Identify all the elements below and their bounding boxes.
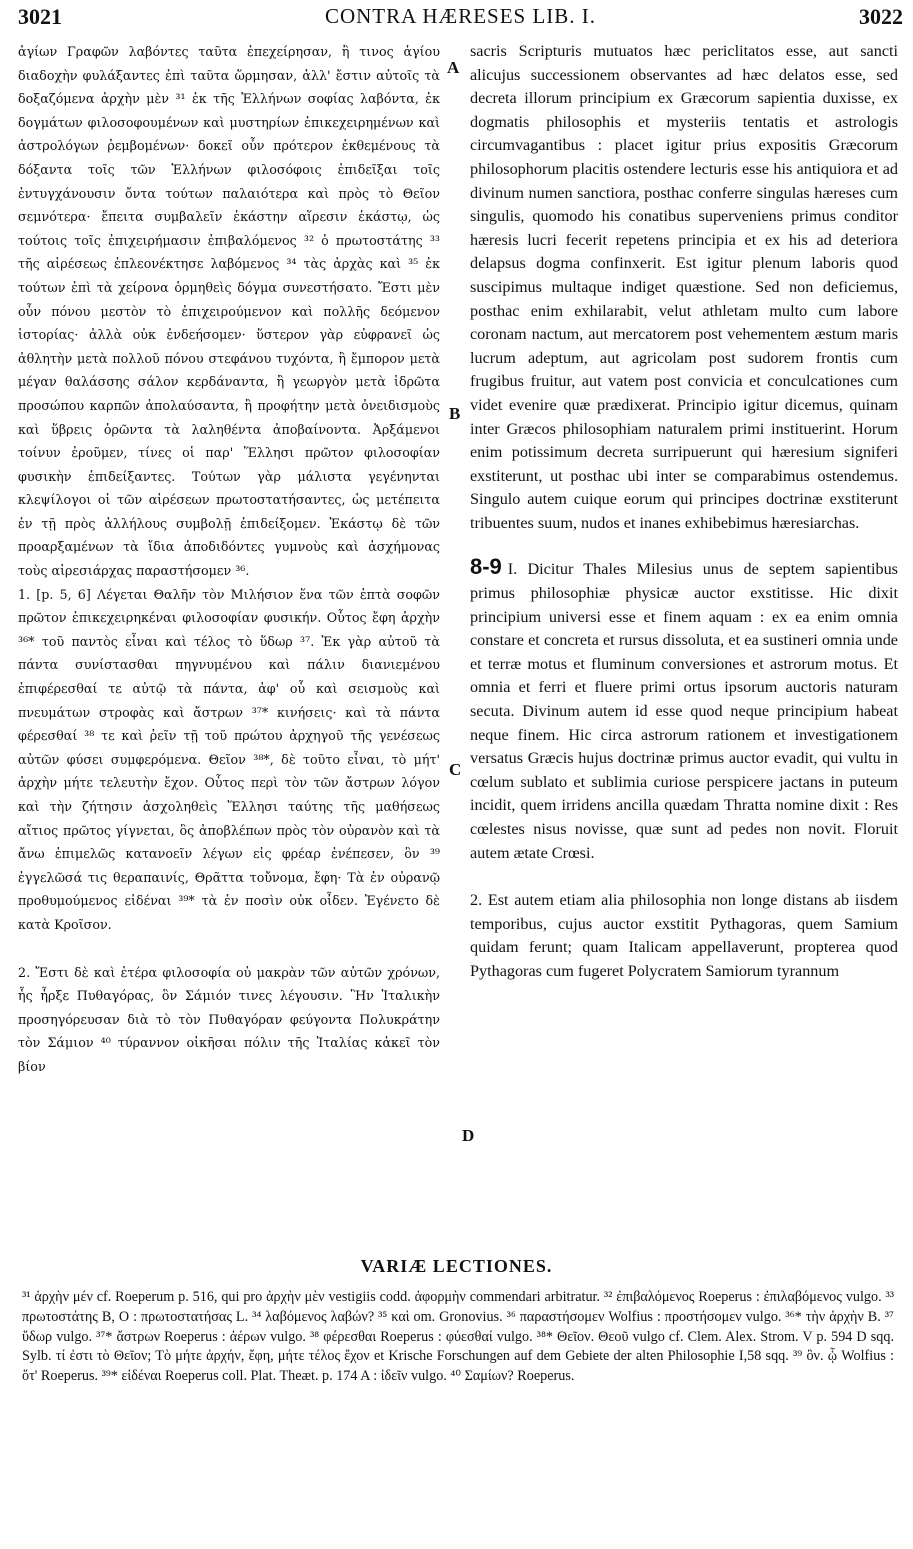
spacer — [470, 865, 898, 889]
greek-column — [18, 40, 440, 1250]
greek-paragraph-thales: 1. [p. 5, 6] Λέγεται Θαλῆν τὸν Μιλήσιον ἕνα τῶν ἑπτὰ σοφῶν πρῶτον ἐπικεχειρηκέναι φιλοσοφίαν φυσικήν. Οὗτος ἔφη ἀρχὴν ³⁶* τοῦ παντὸς εἶναι καὶ τέλος τὸ ὕδωρ ³⁷. Ἐκ γὰρ αὐτοῦ τὰ πάντα συνίστασθαι πηγνυμένου καὶ πάλιν διανιεμένου ἐπιφέρεσθαί τε αὐτῷ τὰ πάντα, ἀφ' οὗ καὶ σεισμοὺς καὶ πνευμάτων στροφὰς καὶ ἄστρων ³⁷* κινήσεις· καὶ τὰ πάντα φέρεσθαί ³⁸ τε καὶ ῥεῖν τῇ τοῦ πρώτου ἀρχηγοῦ τῆς γενέσεως αὐτῶν φύσει συμφερόμενα. Θεῖον ³⁸*, δὲ τοῦτο εἶναι, τὸ μήτ' ἀρχὴν μήτε τελευτὴν ἔχον. Οὗτος περὶ τὸν τῶν ἄστρων λόγον καὶ τὴν ζήτησιν ἀσχοληθεὶς Ἕλλησι ταύτης τῆς μαθήσεως αἴτιος πρῶτος γίγνεται, ὃς ἀποβλέπων πρὸς τὸν οὐρανὸν καὶ τὰ ἄνω ἐπιμελῶς κατανοεῖν λέγων εἰς φρέαρ ἐνέπεσεν, ὃν ³⁹ ἐγγελῶσά τις θεραπαινίς, Θρᾶττα τοὔνομα, ἔφη· Τὰ ἐν οὐρανῷ προθυμούμενος εἰδέναι ³⁹* τὰ ἐν ποσὶν οὐκ οἶδεν. Ἐγένετο δὲ κατὰ Κροῖσον. — [18, 586, 440, 932]
page-number-right: 3022 — [859, 4, 903, 29]
page-number-left: 3021 — [18, 4, 62, 29]
margin-marker-a: A — [447, 58, 460, 77]
greek-paragraph-pythagoras: 2. Ἔστι δὲ καὶ ἑτέρα φιλοσοφία οὐ μακρὰν τῶν αὐτῶν χρόνων, ἧς ἦρξε Πυθαγόρας, ὃν Σάμιόν τινες λέγουσιν. Ἣν Ἰταλικὴν προσηγόρευσαν διὰ τὸ τὸν Πυθαγόραν φεύγοντα Πολυκράτην τὸν Σάμιον ⁴⁰ τύραννον οἰκῆσαι πόλιν τῆς Ἰταλίας κἀκεῖ τὸν βίον — [18, 964, 440, 1074]
variae-lectiones-text: ³¹ ἀρχὴν μέν cf. Roeperum p. 516, qui pro ἀρχὴν μὲν vestigiis codd. ἀφορμὴν commendari arbitratur. ³² ἐπιβαλόμενος Roeperus : ἐπιλαβόμενος vulgo. ³³ πρωτοστάτης B, O : πρωτοστατήσας L. ³⁴ λαβόμενος λαβών? ³⁵ καὶ om. Gronovius. ³⁶ παραστήσομεν Wolfius : προστήσομεν vulgo. ³⁶* τὴν ἀρχὴν B. ³⁷ ὕδωρ vulgo. ³⁷* ἄστρων Roeperus : ἀέρων vulgo. ³⁸ φέρεσθαι Roeperus : φύεσθαί vulgo. ³⁸* Θεῖον. Θεοῦ vulgo cf. Clem. Alex. Strom. V p. 594 D sqq. Sylb. τί ἐστι τὸ Θεῖον; Τὸ μήτε ἀρχήν, ἔφη, μήτε τέλος ἔχον et Krische Forschungen auf dem Gebiete der alten Philosophie I,58 sqq. ³⁹ ὃν. ᾧ Wolfius : ὅτ' Roeperus. ³⁹* εἰδέναι Roeperus coll. Plat. Theæt. p. 174 A : ἰδεῖν vulgo. ⁴⁰ Σαμίων? Roeperus. — [22, 1289, 894, 1385]
running-header — [18, 4, 903, 34]
latin-thales-text: I. Dicitur Thales Milesius unus de septem sapientibus primus philosophiæ physicæ auctor exstitisse. Hic dixit principium universi esse et finem aquam : ex ea enim omnia constare et concreta et rursus dissoluta, et ea sustineri omnia unde et terræ motus et fluminum conversiones et astrorum motus. Et omnia et ferri et fluere primi ortus ipsorum auctoris naturam secuta. Divinum autem id esse quod neque principium habeat neque finem. Hic circa astrorum rationem et investigationem versatus Græcis hujus doctrinæ primus auctor evadit, qui vultu in cœlum sublato et sublimia curiose perspicere jactans in puteum incidit, quem irridens ancilla quædam Thratta nomine dixit : Res cœlestes nisus novisse, quæ sunt ad pedes non novit. Floruit autem ætate Crœsi. — [470, 560, 898, 862]
latin-paragraph-pythagoras: 2. Est autem etiam alia philosophia non longe distans ab iisdem temporibus, cujus auctor exstitit Pythagoras, quem Samium quidam ferunt; quam Italicam appellaverunt, propterea quod Pythagoras cum fugeret Polycratem Samiorum tyrannum — [470, 891, 898, 980]
greek-paragraph-intro: ἁγίων Γραφῶν λαβόντες ταῦτα ἐπεχείρησαν, ἢ τινος ἁγίου διαδοχὴν φυλάξαντες ἐπὶ ταῦτα ὥρμησαν, ἀλλ' ἔστιν αὐτοῖς τὰ δοξαζόμενα ἀρχὴν μὲν ³¹ ἐκ τῆς Ἑλλήνων σοφίας λαβόντα, ἐκ δογμάτων φιλοσοφουμένων καὶ μυστηρίων ἐπικεχειρημένων καὶ ἀστρολόγων ῥεμβομένων· δοκεῖ οὖν πρότερον ἐκθεμένους τὰ δόξαντα τοῖς τῶν Ἑλλήνων φιλοσόφοις ἐπιδεῖξαι τοῖς ἐντυγχάνουσιν ὄντα τούτων παλαιότερα καὶ πρὸς τὸ Θεῖον σεμνότερα· ἔπειτα συμβαλεῖν ἑκάστην αἵρεσιν ἑκάστῳ, ὡς τούτοις τοῖς ἐπιχειρήμασιν ἐπιβαλόμενος ³² ὁ πρωτοστάτης ³³ τῆς αἱρέσεως ἐπλεονέκτησε λαβόμενος ³⁴ τὰς ἀρχὰς καὶ ³⁵ ἐκ τούτων ἐπὶ τὰ χείρονα ὁρμηθεὶς δόγμα συνεστήσατο. Ἔστι μὲν οὖν πόνου μεστὸν τὸ ἐπιχειρούμενον καὶ πολλῆς δεόμενον ἱστορίας· ἀλλὰ οὐκ ἐνδεήσομεν· ὕστερον γὰρ εὐφρανεῖ ὡς ἀθλητὴν μετὰ πολλοῦ πόνου στεφάνου τυχόντα, ἢ ἔμπορον μετὰ μέγαν θαλάσσης σάλον κερδάναντα, ἢ γεωργὸν μετὰ ἱδρῶτα προσώπου καρπῶν ἀπολαύσαντα, ἢ προφήτην μετὰ ὀνειδισμοὺς καὶ ὕβρεις ὁρῶντα τὰ λαληθέντα ἀποβαίνοντα. Ἀρξάμενοι τοίνυν ἐροῦμεν, τίνες οἱ παρ' Ἕλλησι πρῶτον φιλοσοφίαν φυσικὴν ἐπιδείξαντες. Τούτων γὰρ μάλιστα γεγένηνται κλεψίλογοι οἱ τῶν αἱρέσεων πρωτοστατήσαντες, ὡς μετέπειτα ἐν τῇ πρὸς ἀλλήλους συμβολῇ ἐπιδείξομεν. Ἑκάστῳ δὲ τῶν προαρξαμένων τὰ ἴδια ἀποδιδόντες γυμνοὺς καὶ ἀσχήμονας τοὺς αἱρεσιάρχας παραστήσομεν ³⁶. — [18, 44, 440, 579]
spacer — [470, 535, 898, 555]
spacer — [18, 937, 440, 961]
section-number: 8-9 — [470, 554, 502, 580]
latin-paragraph-thales — [470, 555, 898, 865]
margin-marker-c: C — [449, 760, 462, 779]
margin-marker-d: D — [462, 1126, 475, 1145]
variae-lectiones-notes — [22, 1288, 894, 1387]
margin-marker-b: B — [449, 404, 461, 423]
variae-lectiones-title: VARIÆ LECTIONES. — [360, 1256, 553, 1276]
latin-paragraph-intro: sacris Scripturis mutuatos hæc periclitatos esse, aut sancti alicujus successionem observantes ad hæc delatos esse, sed decreta illorum principium ex Græcorum sapientia duxisse, ex dogmatis philosophis et mysteriis tentatis et astrologis circumvagantibus : placet igitur prius expositis Græcorum philosophorum placitis ostendere lecturis esse his antiquiora et ad divinum numen sanctiora, posthac conferre singulas hæreses cum singulis, quomodo his conatibus superveniens primus conditor hæresis lucri fecerit repetens principia et ex his ad deteriora delapsus dogma confinxerit. Est igitur plenum laboris quod suscipimus multaque indiget quæstione. Sed non deficiemus, posthac enim exhilarabit, velut athletam multo cum labore coronam nactum, aut mercatorem post vehementem æstum maris lucrum adeptum, aut agricolam post sudorem frontis cum frugibus fruitur, aut vatem post convicia et conculcationes cum videt evenire quæ prædixerat. Principio igitur dicemus, quinam inter Græcos philosophiam naturalem primi instituerint. Horum enim potissimum decreta surripuerunt qui hæresium signiferi exstiterunt, ut posthac ubi inter se comparabimus ostendemus. Singulo autem cuique eorum qui principes doctrinæ exstiterunt tribuentes suum, nudos et inanes exhibebimus hæresiarchas. — [470, 42, 898, 532]
running-title: CONTRA HÆRESES LIB. I. — [324, 4, 597, 28]
latin-column — [470, 40, 898, 1250]
